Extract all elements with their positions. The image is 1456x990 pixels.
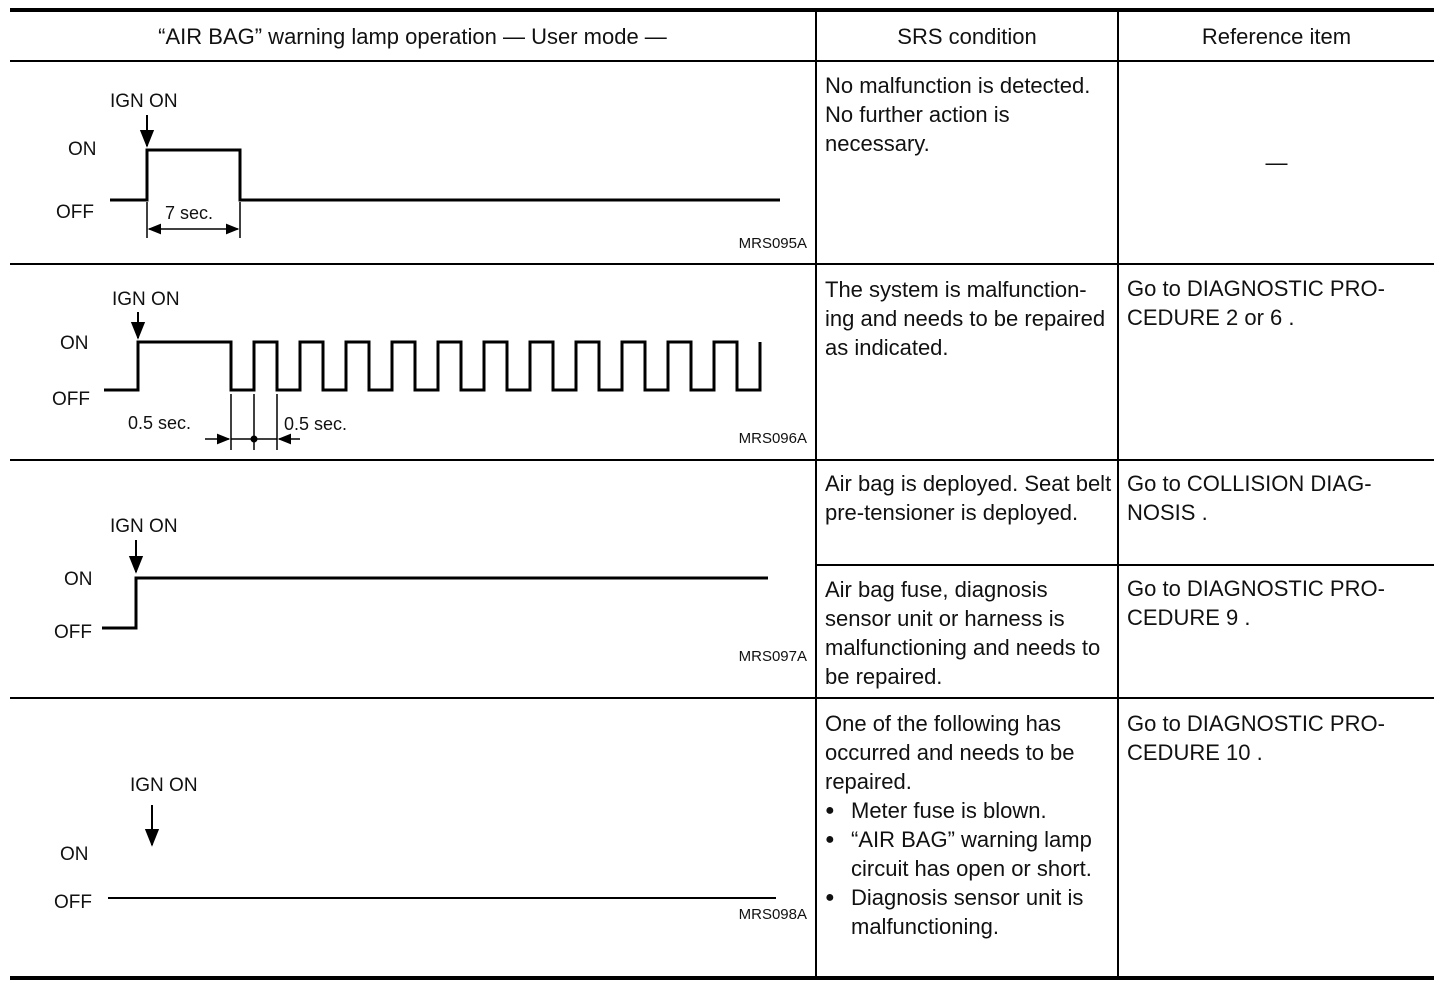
row3a-condition (825, 469, 1113, 527)
ign-on-label: IGN ON (110, 516, 178, 537)
row1-condition (825, 71, 1111, 158)
header-srs-condition-text: SRS condition (897, 24, 1037, 49)
off-label: OFF (56, 202, 94, 223)
figure-id: MRS098A (738, 906, 807, 923)
off-label: OFF (54, 892, 92, 913)
condition-text: The system is malfunction-ing and needs to be repaired as indicated. (825, 277, 1106, 360)
header-reference-item-text: Reference item (1201, 24, 1352, 49)
row4-reference (1127, 709, 1417, 767)
row3b-reference (1127, 574, 1417, 632)
row2-reference (1127, 274, 1417, 332)
waveform-row2 (52, 289, 807, 450)
reference-text: Go to DIAGNOSTIC PRO-CEDURE 10 . (1127, 711, 1385, 765)
waveform-row4 (54, 775, 807, 923)
row4-condition (825, 709, 1113, 941)
timing-label: 7 sec. (165, 203, 214, 223)
ign-on-label: IGN ON (110, 91, 178, 112)
timing-dot (251, 436, 258, 443)
timing-label-right: 0.5 sec. (284, 414, 348, 434)
lamp-signal-line (104, 342, 760, 390)
condition-text: Air bag is deployed. Seat belt pre-tensioner is deployed. (825, 471, 1112, 525)
row3a-reference (1127, 469, 1417, 527)
row1-reference (1119, 148, 1434, 177)
on-label: ON (60, 333, 89, 354)
off-label: OFF (52, 389, 90, 410)
ign-on-label: IGN ON (130, 775, 198, 796)
bullet-item: ● “AIR BAG” warning lamp circuit has open or short. (825, 825, 1113, 883)
figure-id: MRS095A (738, 235, 807, 252)
waveform-row3 (54, 516, 807, 665)
reference-text: Go to COLLISION DIAG-NOSIS . (1127, 471, 1372, 525)
on-label: ON (60, 844, 89, 865)
condition-text: No malfunction is detected. No further action is necessary. (825, 73, 1091, 156)
on-label: ON (64, 569, 93, 590)
header-lamp-operation-text: “AIR BAG” warning lamp operation — User mode — (158, 24, 667, 49)
condition-text: Air bag fuse, diagnosis sensor unit or harness is malfunctioning and needs to be repaired. (825, 577, 1101, 689)
row3b-condition (825, 575, 1113, 691)
on-label: ON (68, 139, 97, 160)
bullet-item: ● Diagnosis sensor unit is malfunctioning. (825, 883, 1113, 941)
off-label: OFF (54, 622, 92, 643)
condition-intro: One of the following has occurred and needs to be repaired. (825, 711, 1075, 794)
reference-dash: — (1265, 150, 1288, 175)
row2-condition (825, 275, 1113, 362)
lamp-signal-line (102, 578, 768, 628)
reference-text: Go to DIAGNOSTIC PRO-CEDURE 2 or 6 . (1127, 276, 1385, 330)
figure-id: MRS096A (738, 430, 807, 447)
ign-on-label: IGN ON (112, 289, 180, 310)
timing-label-left: 0.5 sec. (128, 413, 192, 433)
figure-id: MRS097A (738, 648, 807, 665)
bullet-item: ● Meter fuse is blown. (825, 796, 1113, 825)
reference-text: Go to DIAGNOSTIC PRO-CEDURE 9 . (1127, 576, 1385, 630)
waveform-row1 (56, 91, 807, 252)
lamp-signal-line (110, 150, 780, 200)
